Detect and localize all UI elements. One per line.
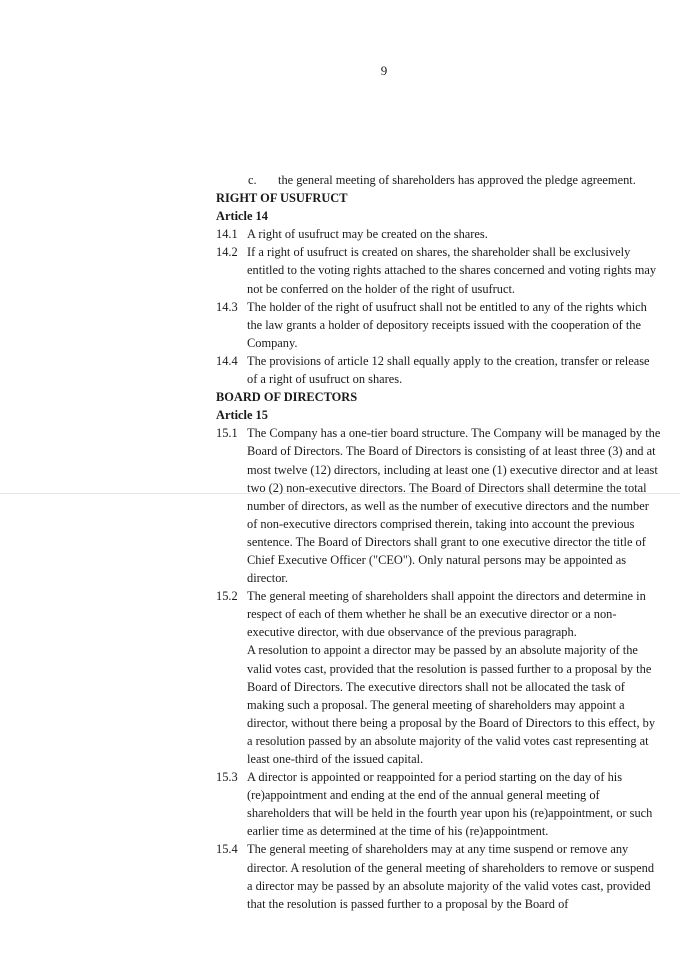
clause-text: The holder of the right of usufruct shall not be entitled to any of the rights which the law grants a holder of depository receipts issued with the cooperation of the Company. [247, 299, 647, 350]
clause-number: 14.1 [216, 227, 238, 242]
article-heading-14: Article 14 [216, 209, 268, 224]
clause-14-1 [216, 225, 662, 243]
clause-number: 14.4 [216, 353, 238, 368]
clause-15-2 [216, 587, 662, 641]
clause-number: 15.4 [216, 842, 238, 857]
section-heading-usufruct: RIGHT OF USUFRUCT [216, 191, 348, 206]
clause-text: The Company has a one-tier board structure. The Company will be managed by the Board of Directors. The Board of Directors is consisting of at least three (3) and at most twelve (12) directors, including at least one (1) executive director and at least two (2) non-executive directors. The Board of Directors shall determine the total number of directors, as well as the number of executive directors and the number of non-executive directors comprised therein, taking into account the previous sentence. The Board of Directors shall grant to one executive director the title of Chief Executive Officer ("CEO"). Only natural persons may be appointed as director. [247, 426, 661, 586]
clause-text: If a right of usufruct is created on shares, the shareholder shall be exclusively entitled to the voting rights attached to the shares concerned and voting rights may not be conferred on the holder of the right of usufruct. [247, 245, 657, 296]
page-number: 9 [380, 63, 388, 78]
clause-number: 14.3 [216, 299, 238, 314]
clause-text: A director is appointed or reappointed for a period starting on the day of his (re)appointment and ending at the end of the annual general meeting of shareholders that will be held in the fourth year upon his (re)appointment, or such earlier time as determined at the time of his (re)appointment. [247, 770, 653, 839]
clause-15-4 [216, 840, 662, 912]
clause-15-2-continuation: A resolution to appoint a director may be passed by an absolute majority of the valid votes cast, provided that the resolution is passed further to a proposal by the Board of Directors. The executive directors shall not be allocated the task of making such a proposal. The general meeting of shareholders may appoint a director, without there being a proposal by the Board of Directors to this effect, by a resolution passed by an absolute majority of the valid votes cast representing at least one-third of the issued capital. [247, 643, 656, 766]
clause-14-3 [216, 298, 662, 352]
clause-text: A right of usufruct may be created on the shares. [247, 227, 488, 242]
clause-number: 15.2 [216, 589, 238, 604]
clause-14-4 [216, 352, 662, 388]
section-heading-board: BOARD OF DIRECTORS [216, 390, 358, 405]
clause-15-3 [216, 768, 662, 840]
list-text: the general meeting of shareholders has approved the pledge agreement. [278, 173, 636, 187]
clause-number: 15.3 [216, 770, 238, 785]
list-item-c [216, 171, 662, 189]
clause-text: The general meeting of shareholders shall appoint the directors and determine in respect of each of them whether he shall be an executive director or a non-executive director, with due observance of the previous paragraph. [247, 589, 646, 640]
document-body [216, 171, 662, 913]
clause-text: The provisions of article 12 shall equally apply to the creation, transfer or release of a right of usufruct on shares. [247, 353, 650, 387]
clause-number: 15.1 [216, 426, 238, 441]
clause-15-1 [216, 424, 662, 587]
article-heading-15: Article 15 [216, 408, 268, 423]
clause-number: 14.2 [216, 245, 238, 260]
clause-text: The general meeting of shareholders may at any time suspend or remove any director. A resolution of the general meeting of shareholders to remove or suspend a director may be passed by an absolute majority of the valid votes cast, provided that the resolution is passed further to a proposal by the Board of [247, 842, 655, 911]
clause-14-2 [216, 243, 662, 297]
list-label: c. [248, 173, 257, 187]
